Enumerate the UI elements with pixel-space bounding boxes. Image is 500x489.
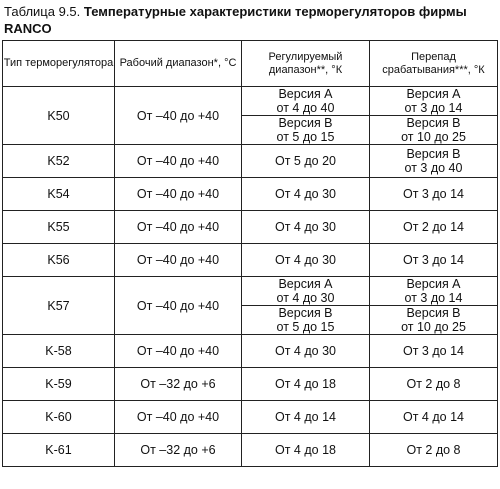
header-adjustable-range: Регулируемый диапазон**, °К xyxy=(242,41,370,87)
cell-adjustable-range: От 4 до 18 xyxy=(242,368,370,401)
cell-type: K54 xyxy=(3,178,115,211)
cell-differential: От 3 до 14 xyxy=(370,335,498,368)
table-row xyxy=(3,211,498,244)
header-differential: Перепад срабатывания***, °К xyxy=(370,41,498,87)
cell-differential: Версия А от 3 до 14 xyxy=(370,277,498,306)
table-row xyxy=(3,244,498,277)
cell-work-range: От –40 до +40 xyxy=(115,178,242,211)
cell-type: K56 xyxy=(3,244,115,277)
header-type: Тип терморегулятора xyxy=(3,41,115,87)
table-row xyxy=(3,434,498,467)
table-caption xyxy=(4,3,496,37)
cell-adjustable-range: От 4 до 30 xyxy=(242,211,370,244)
cell-work-range: От –40 до +40 xyxy=(115,87,242,145)
table-title: Температурные характеристики терморегуляторов фирмы RANCO xyxy=(4,4,467,36)
cell-differential: От 4 до 14 xyxy=(370,401,498,434)
cell-work-range: От –40 до +40 xyxy=(115,277,242,335)
cell-work-range: От –32 до +6 xyxy=(115,368,242,401)
cell-work-range: От –40 до +40 xyxy=(115,335,242,368)
table-row xyxy=(3,87,498,116)
header-row xyxy=(3,41,498,87)
cell-type: K55 xyxy=(3,211,115,244)
table-row xyxy=(3,401,498,434)
table-number: Таблица 9.5. xyxy=(4,4,81,19)
cell-adjustable-range: От 4 до 18 xyxy=(242,434,370,467)
cell-adjustable-range: От 5 до 20 xyxy=(242,145,370,178)
header-work-range: Рабочий диапазон*, °С xyxy=(115,41,242,87)
cell-type: K-58 xyxy=(3,335,115,368)
cell-work-range: От –40 до +40 xyxy=(115,211,242,244)
cell-work-range: От –40 до +40 xyxy=(115,401,242,434)
table-row xyxy=(3,178,498,211)
cell-type: K50 xyxy=(3,87,115,145)
cell-differential: От 2 до 8 xyxy=(370,434,498,467)
cell-type: K-59 xyxy=(3,368,115,401)
cell-work-range: От –40 до +40 xyxy=(115,244,242,277)
cell-type: K-60 xyxy=(3,401,115,434)
cell-differential: От 2 до 14 xyxy=(370,211,498,244)
cell-adjustable-range: Версия В от 5 до 15 xyxy=(242,306,370,335)
cell-differential: Версия А от 3 до 14 xyxy=(370,87,498,116)
cell-differential: Версия В от 10 до 25 xyxy=(370,116,498,145)
cell-work-range: От –40 до +40 xyxy=(115,145,242,178)
cell-type: K-61 xyxy=(3,434,115,467)
cell-differential: Версия В от 10 до 25 xyxy=(370,306,498,335)
table-row xyxy=(3,368,498,401)
cell-differential: От 3 до 14 xyxy=(370,178,498,211)
cell-differential: От 2 до 8 xyxy=(370,368,498,401)
cell-adjustable-range: От 4 до 14 xyxy=(242,401,370,434)
cell-work-range: От –32 до +6 xyxy=(115,434,242,467)
cell-type: K57 xyxy=(3,277,115,335)
table-row xyxy=(3,335,498,368)
thermostat-table xyxy=(2,40,498,467)
table-row xyxy=(3,145,498,178)
table-row xyxy=(3,277,498,306)
cell-adjustable-range: От 4 до 30 xyxy=(242,244,370,277)
cell-adjustable-range: От 4 до 30 xyxy=(242,335,370,368)
cell-adjustable-range: От 4 до 30 xyxy=(242,178,370,211)
cell-type: K52 xyxy=(3,145,115,178)
cell-adjustable-range: Версия В от 5 до 15 xyxy=(242,116,370,145)
cell-adjustable-range: Версия А от 4 до 40 xyxy=(242,87,370,116)
cell-adjustable-range: Версия А от 4 до 30 xyxy=(242,277,370,306)
cell-differential: От 3 до 14 xyxy=(370,244,498,277)
cell-differential: Версия В от 3 до 40 xyxy=(370,145,498,178)
